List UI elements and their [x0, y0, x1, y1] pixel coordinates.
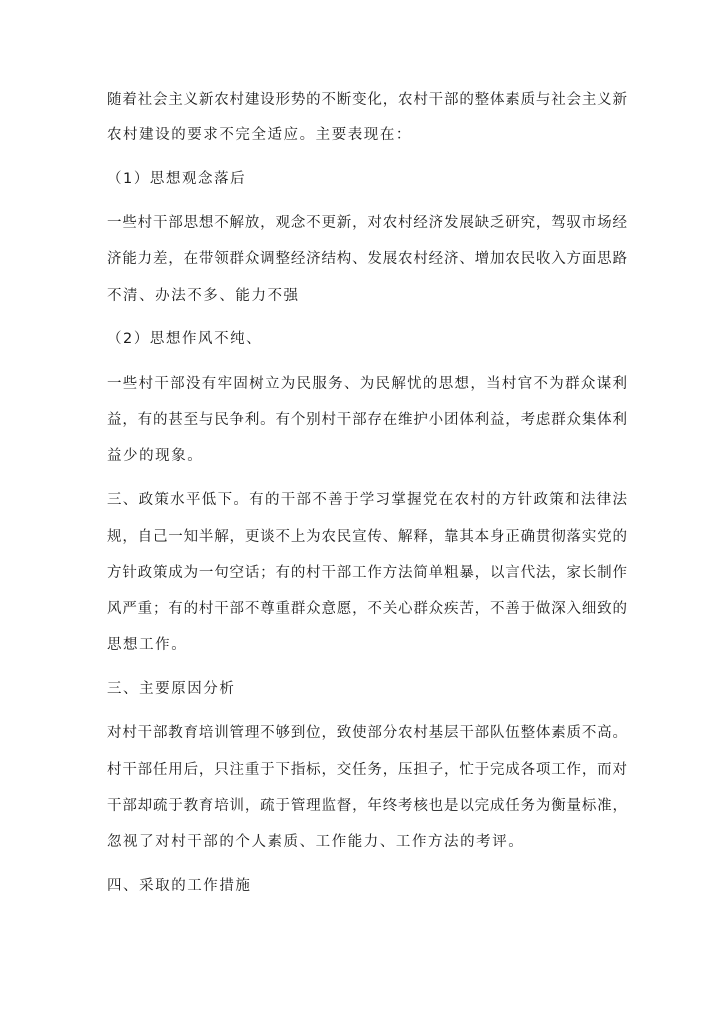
text-line: 济能力差，在带领群众调整经济结构、发展农村经济、增加农民收入方面思路 [107, 251, 627, 267]
text-line: 农村建设的要求不完全适应。主要表现在： [107, 127, 412, 143]
text-line: 一些村干部没有牢固树立为民服务、为民解忧的思想，当村官不为群众谋利 [107, 376, 627, 392]
text-line: 对村干部教育培训管理不够到位，致使部分农村基层干部队伍整体素质不高。 [107, 725, 627, 741]
text-line: 一些村干部思想不解放，观念不更新，对农村经济发展缺乏研究，驾驭市场经 [107, 215, 627, 231]
section-heading: （1）思想观念落后 [107, 171, 247, 187]
section-heading: 三、主要原因分析 [107, 681, 236, 697]
text-line: 不清、办法不多、能力不强 [107, 288, 300, 304]
text-line: 干部却疏于教育培训，疏于管理监督，年终考核也是以完成任务为衡量标准， [107, 798, 627, 814]
text-line: 三、政策水平低下。有的干部不善于学习掌握党在农村的方针政策和法律法 [107, 492, 627, 508]
text-line: 方针政策成为一句空话；有的村干部工作方法简单粗暴，以言代法，家长制作 [107, 565, 627, 581]
text-line: 益少的现象。 [107, 448, 204, 464]
section-heading: （2）思想作风不纯、 [107, 331, 263, 347]
text-line: 思想工作。 [107, 637, 188, 653]
text-line: 随着社会主义新农村建设形势的不断变化，农村干部的整体素质与社会主义新 [107, 92, 627, 108]
text-line: 村干部任用后，只注重于下指标，交任务，压担子，忙于完成各项工作，而对 [107, 762, 627, 778]
text-line: 风严重；有的村干部不尊重群众意愿，不关心群众疾苦，不善于做深入细致的 [107, 601, 627, 617]
text-line: 规，自己一知半解，更谈不上为农民宣传、解释，靠其本身正确贯彻落实党的 [107, 529, 627, 545]
text-line: 益，有的甚至与民争利。有个别村干部存在维护小团体利益，考虑群众集体利 [107, 412, 627, 428]
section-heading: 四、采取的工作措施 [107, 878, 252, 894]
text-line: 忽视了对村干部的个人素质、工作能力、工作方法的考评。 [107, 834, 525, 850]
